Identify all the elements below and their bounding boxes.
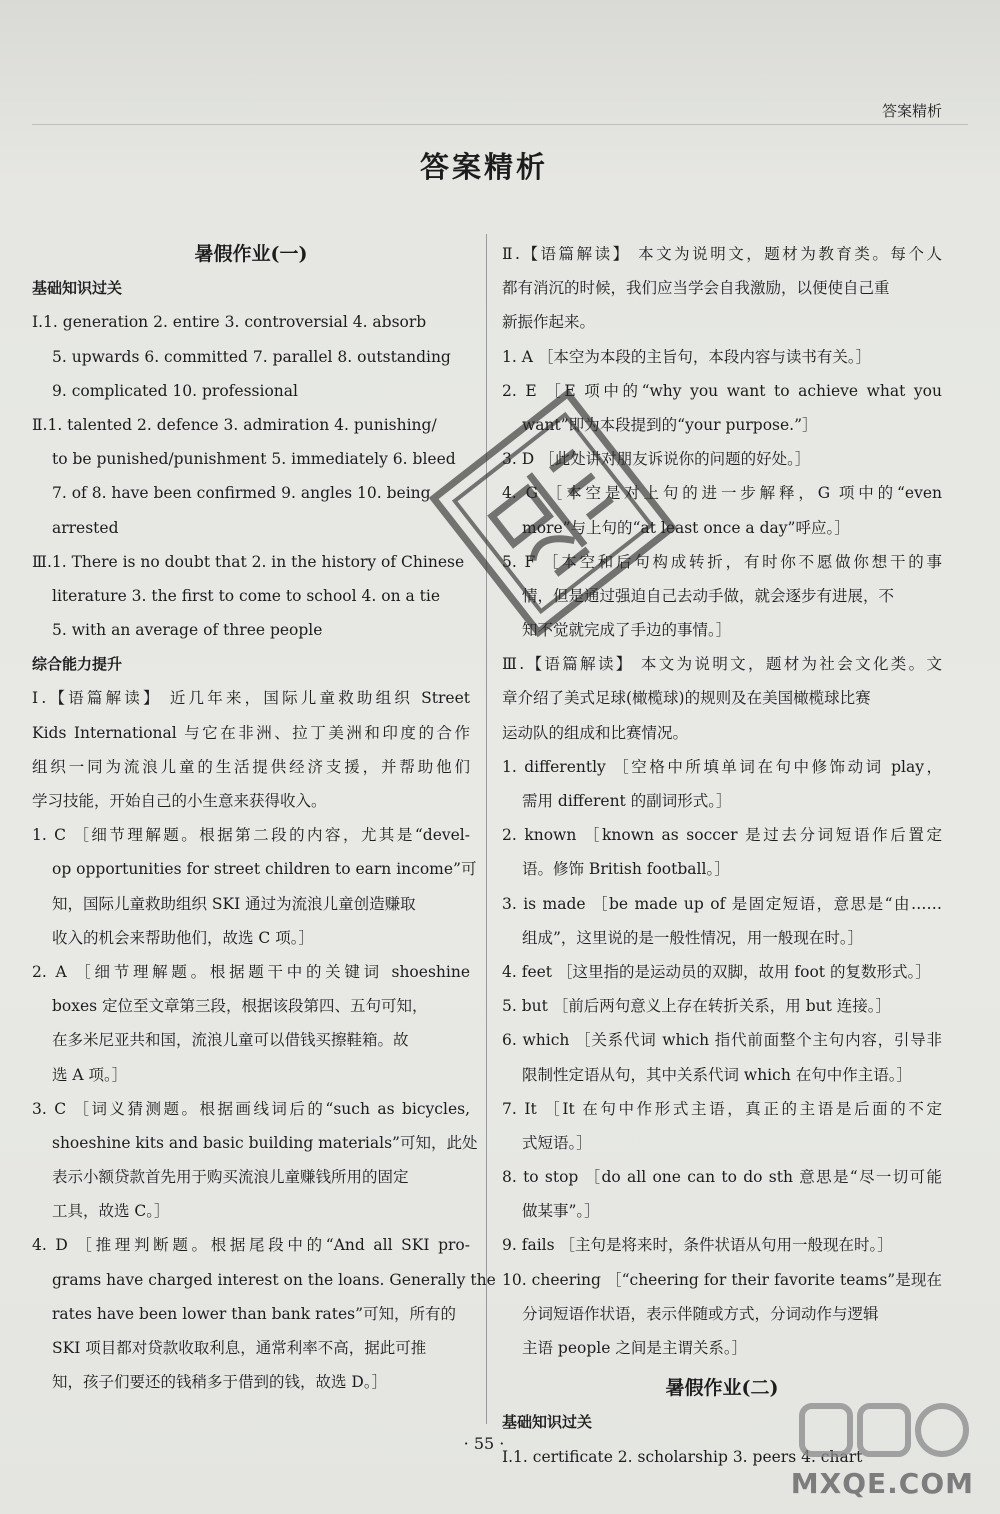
text-line: 4. feet ［这里指的是运动员的双脚，故用 foot 的复数形式。］	[502, 962, 931, 981]
text-line: 工具，故选 C。］	[52, 1202, 170, 1221]
text-line: boxes 定位至文章第三段，根据该段第四、五句可知，	[52, 997, 428, 1016]
text-line: 4. G ［本空是对上句的进一步解释，G 项中的“even	[502, 484, 942, 503]
text-line: 组成”，这里说的是一般性情况，用一般现在时。］	[522, 928, 864, 947]
text-line: shoeshine kits and basic building materials”可知，此处	[52, 1133, 478, 1152]
text-line: 情，但是通过强迫自己去动手做，就会逐步有进展，不	[522, 586, 895, 605]
text-line: 9. fails ［主句是将来时，条件状语从句用一般现在时。］	[502, 1236, 893, 1255]
text-line: op opportunities for street children to earn income”可	[52, 860, 477, 879]
text-line: 做某事”。］	[522, 1202, 600, 1221]
text-line: Ⅰ.【语篇解读】 近几年来，国际儿童救助组织 Street	[32, 689, 470, 708]
text-line: 知不觉就完成了手边的事情。］	[522, 621, 732, 640]
text-line: 2. E ［E 项中的“why you want to achieve what you	[502, 381, 942, 400]
text-line: 知，国际儿童救助组织 SKI 通过为流浪儿童创造赚取	[52, 894, 416, 913]
text-line: arrested	[52, 518, 119, 537]
text-line: 1. A ［本空为本段的主旨句，本段内容与读书有关。］	[502, 347, 872, 366]
text-line: Ⅰ.1. certificate 2. scholarship 3. peers 4. chart	[502, 1447, 863, 1466]
text-line: 5. F ［本空和后句构成转折，有时你不愿做你想干的事	[502, 552, 942, 571]
text-line: 学习技能，开始自己的小生意来获得收入。	[32, 792, 327, 810]
text-line: 4. D ［推理判断题。根据尾段中的“And all SKI pro-	[32, 1236, 470, 1255]
subsection-heading: 综合能力提升	[32, 655, 123, 674]
text-line: Ⅲ.1. There is no doubt that 2. in the history of Chinese	[32, 552, 465, 571]
text-line: want”即为本段提到的“your purpose.”］	[522, 415, 818, 434]
text-line: Kids International 与它在非洲、拉丁美洲和印度的合作	[32, 723, 470, 742]
text-line: 表示小额贷款首先用于购买流浪儿童赚钱所用的固定	[52, 1168, 409, 1187]
text-line: 5. but ［前后两句意义上存在转折关系，用 but 连接。］	[502, 997, 892, 1016]
text-line: literature 3. the first to come to school 4. on a tie	[52, 586, 441, 605]
text-line: 知，孩子们要还的钱稍多于借到的钱，故选 D。］	[52, 1373, 388, 1392]
section-heading: 暑假作业(二)	[665, 1377, 779, 1400]
text-line: 7. It ［It 在句中作形式主语，真正的主语是后面的不定	[502, 1099, 942, 1118]
text-line: 收入的机会来帮助他们，故选 C 项。］	[52, 928, 314, 947]
text-line: 需用 different 的副词形式。］	[522, 792, 732, 810]
seal-stamp-icon	[428, 388, 678, 638]
text-line: to be punished/punishment 5. immediately 6. bleed	[52, 450, 456, 469]
text-line: 式短语。］	[522, 1133, 592, 1152]
text-line: 语。修饰 British football。］	[522, 860, 730, 879]
text-line: 章介绍了美式足球(橄榄球)的规则及在美国橄榄球比赛	[502, 689, 871, 708]
text-line: rates have been lower than bank rates”可知，所有的	[52, 1304, 457, 1323]
page-title: 答案精析	[419, 150, 548, 184]
text-line: 选 A 项。］	[52, 1065, 128, 1084]
text-line: grams have charged interest on the loans. Generally the	[52, 1270, 496, 1289]
text-line: Ⅱ.【语篇解读】 本文为说明文，题材为教育类。每个人	[502, 245, 942, 263]
text-line: 3. is made ［be made up of 是固定短语，意思是“由……	[502, 894, 942, 913]
text-line: 8. to stop ［do all one can to do sth 意思是“尽一切可能	[502, 1168, 942, 1187]
subsection-heading: 基础知识过关	[32, 279, 123, 298]
running-head: 答案精析	[881, 102, 942, 120]
text-line: 限制性定语从句，其中关系代词 which 在句中作主语。］	[522, 1065, 912, 1084]
subsection-heading: 基础知识过关	[502, 1413, 593, 1432]
text-line: 9. complicated 10. professional	[52, 381, 298, 400]
text-line: Ⅰ.1. generation 2. entire 3. controversial 4. absorb	[32, 313, 427, 332]
text-line: Ⅱ.1. talented 2. defence 3. admiration 4. punishing/	[32, 415, 437, 434]
text-line: Ⅲ.【语篇解读】 本文为说明文，题材为社会文化类。文	[502, 655, 942, 674]
text-line: 1. differently ［空格中所填单词在句中修饰动词 play，	[502, 757, 942, 776]
text-line: 5. upwards 6. committed 7. parallel 8. outstanding	[52, 347, 451, 366]
text-line: 5. with an average of three people	[52, 621, 323, 640]
text-line: 分词短语作状语，表示伴随或方式，分词动作与逻辑	[522, 1304, 879, 1323]
text-line: 10. cheering ［“cheering for their favorite teams”是现在	[502, 1270, 942, 1289]
text-line: 7. of 8. have been confirmed 9. angles 10. being	[52, 484, 431, 503]
text-line: 1. C ［细节理解题。根据第二段的内容，尤其是“devel-	[32, 826, 470, 845]
text-line: 2. known ［known as soccer 是过去分词短语作后置定	[502, 826, 942, 845]
text-line: 组织一同为流浪儿童的生活提供经济支援，并帮助他们	[32, 757, 470, 776]
page-number: · 55 ·	[463, 1434, 505, 1453]
text-line: more”与上句的“at least once a day”呼应。］	[522, 518, 850, 537]
text-line: 都有消沉的时候，我们应当学会自我激励，以便使自己重	[502, 279, 890, 298]
text-line: 6. which ［关系代词 which 指代前面整个主句内容，引导非	[502, 1031, 942, 1050]
text-line: 新振作起来。	[502, 313, 596, 332]
text-line: SKI 项目都对贷款收取利息，通常利率不高，据此可推	[52, 1339, 427, 1357]
text-line: 3. D ［此处讲对朋友诉说你的问题的好处。］	[502, 450, 811, 469]
watermark-text: MXQE.COM	[790, 1467, 974, 1500]
header-rule	[32, 124, 968, 125]
text-line: 3. C ［词义猜测题。根据画线词后的“such as bicycles,	[32, 1099, 470, 1118]
text-line: 主语 people 之间是主谓关系。］	[522, 1339, 748, 1357]
text-line: 在多米尼亚共和国，流浪儿童可以借钱买擦鞋箱。故	[52, 1031, 409, 1050]
section-heading: 暑假作业(一)	[194, 243, 308, 265]
left-column	[32, 237, 496, 1399]
text-line: 2. A ［细节理解题。根据题干中的关键词 shoeshine	[32, 962, 470, 981]
text-line: 运动队的组成和比赛情况。	[502, 723, 689, 742]
